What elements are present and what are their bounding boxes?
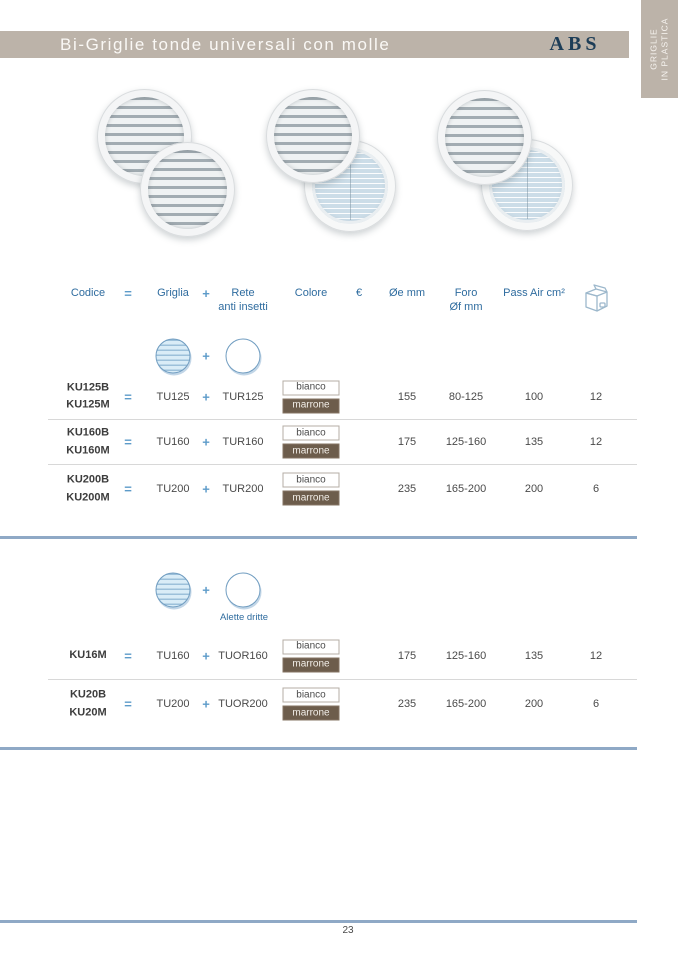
equals-symbol: = [124,481,132,497]
pass-air-value: 200 [524,698,544,710]
equals-symbol: = [124,389,132,404]
equals-symbol: = [124,696,132,712]
oe-value: 235 [397,698,417,710]
pass-air-value: 100 [524,390,544,403]
table-row [0,420,678,464]
header-plus: + [202,286,210,301]
header-foro-of-mm: Foro Øf mm [449,287,483,314]
grille-lines-icon [156,339,191,374]
plus-symbol: + [202,648,210,663]
rete-code: TUR160 [222,436,264,448]
page-title: Bi-Griglie tonde universali con molle [60,34,391,54]
codice-cell: KU16M [69,648,107,661]
swatch-marrone: marrone [283,398,340,413]
grille-photo-louver [266,89,360,183]
table-row [0,680,678,728]
foro-value: 165-200 [445,483,487,495]
rete-code: TUOR160 [218,649,268,662]
icon-caption: Alette dritte [219,612,269,623]
table-row [0,465,678,513]
side-tab-label: GRIGLIE IN PLASTICA [648,17,670,81]
header-euro: € [355,287,363,299]
section1-icons-row [0,338,678,374]
griglia-code: TU200 [156,483,190,495]
colore-swatches [283,688,340,721]
codice-cell: KU160B KU160M [66,426,110,456]
equals-symbol: = [124,648,132,663]
rete-code: TUR200 [222,483,264,495]
plus-icon: + [202,582,210,598]
table-row [0,632,678,679]
pack-qty-value: 6 [592,698,600,710]
griglia-code: TU160 [156,649,190,662]
swatch-bianco: bianco [283,473,340,488]
codice-cell: KU125B KU125M [66,380,110,411]
page-number: 23 [342,925,354,936]
insect-net-straight-fins-icon [226,573,261,608]
header-griglia: Griglia [157,287,189,299]
plus-symbol: + [202,434,210,450]
swatch-bianco: bianco [283,688,340,703]
insect-net-icon [226,339,261,374]
pack-qty-value: 6 [592,483,600,495]
colore-swatches [283,426,340,459]
griglia-code: TU200 [156,698,190,710]
header-rete-anti-insetti: Rete anti insetti [218,287,268,314]
header-pass-air: Pass Air cm² [503,287,565,299]
swatch-bianco: bianco [283,639,340,654]
rete-code: TUOR200 [218,698,268,710]
pass-air-value: 135 [524,649,544,662]
section2-icons-row [0,572,678,623]
footer-rule [0,920,637,923]
header-codice: Codice [70,287,106,299]
pass-air-value: 135 [524,436,544,448]
plus-symbol: + [202,696,210,712]
section-divider [0,536,637,539]
header-colore: Colore [294,287,328,299]
table-row [0,374,678,419]
griglia-code: TU160 [156,436,190,448]
plus-symbol: + [202,481,210,497]
equals-symbol: = [124,434,132,450]
codice-cell: KU200B KU200M [66,473,110,503]
griglia-code: TU125 [156,390,190,403]
material-label: ABS [549,33,601,55]
foro-value: 80-125 [448,390,484,403]
foro-value: 125-160 [445,649,487,662]
table-header-row [0,282,678,318]
header-equals: = [124,286,132,301]
foro-value: 165-200 [445,698,487,710]
swatch-bianco: bianco [283,426,340,441]
codice-cell: KU20B KU20M [69,688,107,718]
swatch-marrone: marrone [283,491,340,506]
pack-qty-value: 12 [589,649,603,662]
foro-value: 125-160 [445,436,487,448]
swatch-marrone: marrone [283,657,340,672]
colore-swatches [283,380,340,413]
rete-code: TUR125 [222,390,264,403]
grille-photo-louver [140,142,235,237]
colore-swatches [283,473,340,506]
colore-swatches [283,639,340,672]
plus-symbol: + [202,389,210,404]
side-tab-griglie-in-plastica [641,0,678,98]
oe-value: 175 [397,436,417,448]
pack-qty-value: 12 [589,436,603,448]
grille-photo-louver [437,90,532,185]
grille-lines-icon [156,573,191,608]
plus-icon: + [202,348,210,364]
swatch-marrone: marrone [283,444,340,459]
oe-value: 235 [397,483,417,495]
package-box-icon [581,282,611,314]
pack-qty-value: 12 [589,390,603,403]
header-band [0,31,629,58]
pass-air-value: 200 [524,483,544,495]
section-divider [0,747,637,750]
oe-value: 175 [397,649,417,662]
oe-value: 155 [397,390,417,403]
header-oe-mm: Øe mm [388,287,426,299]
swatch-bianco: bianco [283,380,340,395]
swatch-marrone: marrone [283,706,340,721]
